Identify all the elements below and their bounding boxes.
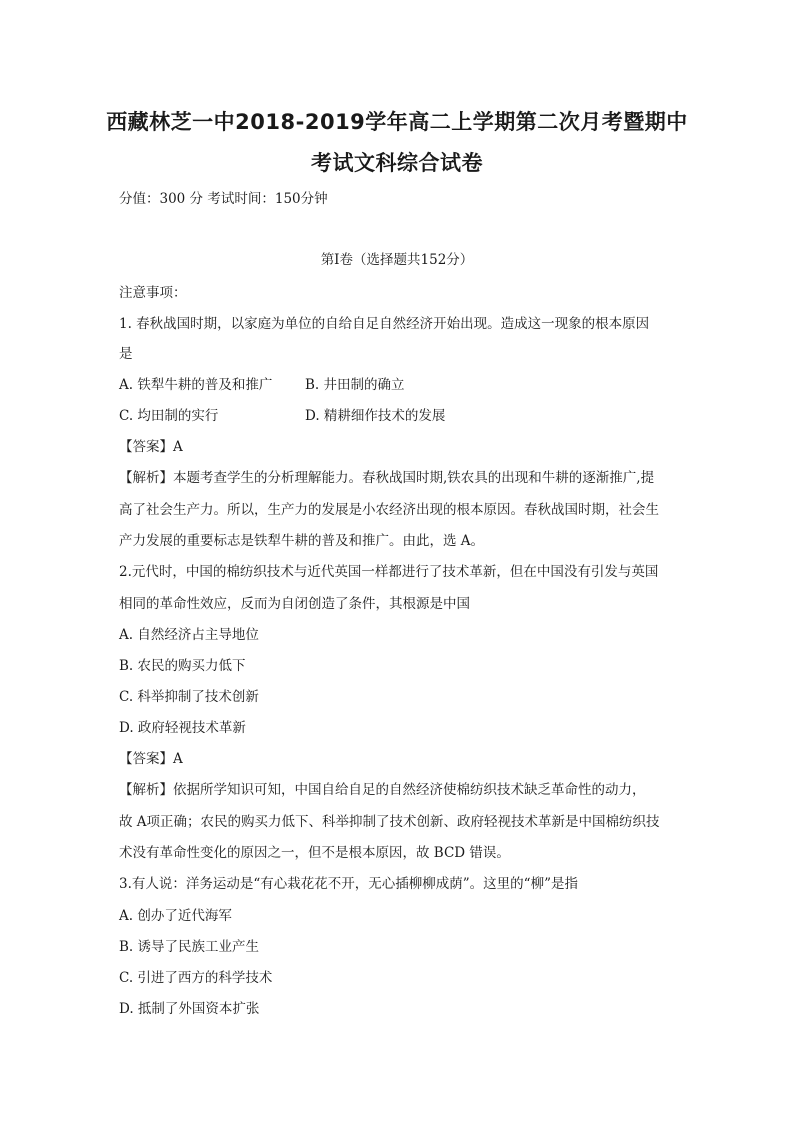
notes-label: 注意事项： — [119, 285, 187, 301]
q2-analysis-line2: 故 A项正确；农民的购买力低下、科举抑制了技术创新、政府轻视技术革新是中国棉纺织技 — [119, 814, 660, 830]
q1-option-b: B. 井田制的确立 — [305, 377, 405, 393]
q3-option-a: A. 创办了近代海军 — [119, 908, 232, 924]
q1-analysis-line3: 产力发展的重要标志是铁犁牛耕的普及和推广。由此，选 A。 — [119, 533, 485, 549]
q1-stem-line1: 1. 春秋战国时期，以家庭为单位的自给自足自然经济开始出现。造成这一现象的根本原因 — [119, 316, 650, 332]
q1-analysis-line2: 高了社会生产力。所以，生产力的发展是小农经济出现的根本原因。春秋战国时期，社会生 — [119, 502, 659, 518]
section-title: 第Ⅰ卷（选择题共152分） — [320, 252, 474, 268]
q1-option-d: D. 精耕细作技术的发展 — [305, 408, 446, 424]
document-title-line1: 西藏林芝一中2018-2019学年高二上学期第二次月考暨期中 — [106, 110, 688, 134]
q2-answer: 【答案】A — [119, 751, 183, 767]
q1-answer: 【答案】A — [119, 439, 183, 455]
q1-option-c: C. 均田制的实行 — [119, 408, 219, 424]
q3-option-b: B. 诱导了民族工业产生 — [119, 939, 260, 955]
q2-option-c: C. 科举抑制了技术创新 — [119, 689, 259, 705]
q2-option-b: B. 农民的购买力低下 — [119, 658, 246, 674]
q1-option-a: A. 铁犁牛耕的普及和推广 — [119, 377, 273, 393]
q1-stem-line2: 是 — [119, 346, 133, 362]
q1-analysis-line1: 【解析】本题考查学生的分析理解能力。春秋战国时期,铁农具的出现和牛耕的逐渐推广,提 — [119, 470, 655, 486]
score-time-info: 分值：300 分 考试时间：150分钟 — [119, 191, 328, 207]
q2-stem-line1: 2.元代时，中国的棉纺织技术与近代英国一样都进行了技术革新，但在中国没有引发与英国 — [119, 564, 659, 580]
q2-analysis-line3: 术没有革命性变化的原因之一，但不是根本原因，故 BCD 错误。 — [119, 845, 510, 861]
q3-stem-line1: 3.有人说：洋务运动是“有心栽花花不开，无心插柳柳成荫”。这里的“柳”是指 — [119, 876, 578, 892]
document-title-line2: 考试文科综合试卷 — [311, 151, 483, 175]
q2-option-d: D. 政府轻视技术革新 — [119, 720, 246, 736]
q3-option-c: C. 引进了西方的科学技术 — [119, 970, 273, 986]
q2-option-a: A. 自然经济占主导地位 — [119, 627, 259, 643]
q2-analysis-line1: 【解析】依据所学知识可知，中国自给自足的自然经济使棉纺织技术缺乏革命性的动力， — [119, 782, 646, 798]
q3-option-d: D. 抵制了外国资本扩张 — [119, 1001, 260, 1017]
q2-stem-line2: 相同的革命性效应，反而为自闭创造了条件，其根源是中国 — [119, 596, 470, 612]
